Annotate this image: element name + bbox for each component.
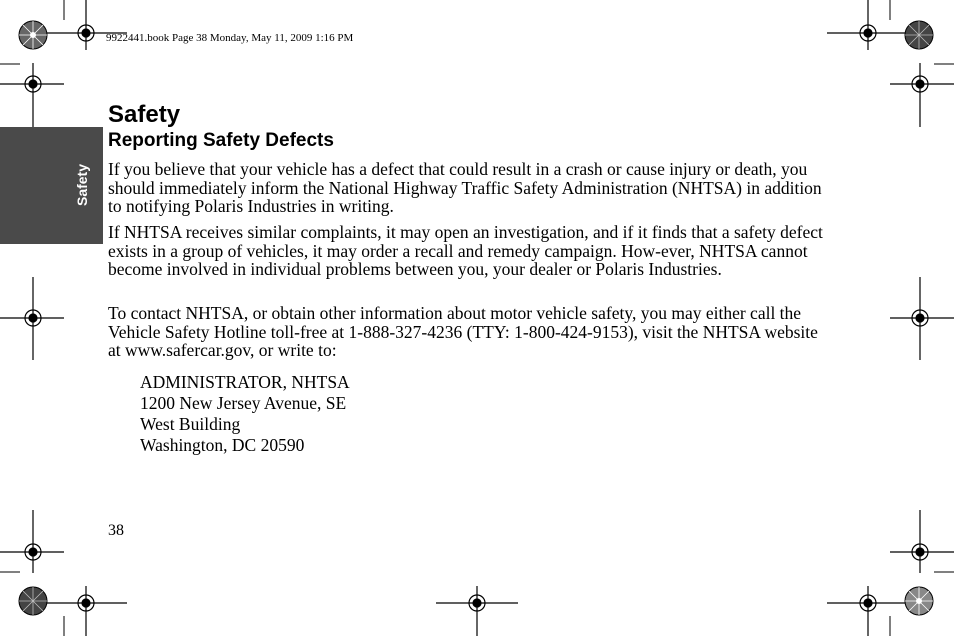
crosshair-left-lower xyxy=(0,510,64,573)
nhtsa-mailing-address xyxy=(140,372,350,456)
paragraph-nhtsa-investigation: If NHTSA receives similar complaints, it may open an investigation, and if it finds that a safety defect exists in a group of vehicles, it may order a recall and remedy campaign. How-ever, NHTSA cannot become involved in individual problems between you, your dealer or Polaris Industries. xyxy=(108,222,823,279)
address-line-3: West Building xyxy=(140,414,241,434)
address-line-1: ADMINISTRATOR, NHTSA xyxy=(140,372,350,392)
crosshair-right-middle xyxy=(890,277,954,360)
section-subtitle: Reporting Safety Defects xyxy=(108,130,334,151)
print-header-info: 9922441.book Page 38 Monday, May 11, 2009 1:16 PM xyxy=(106,32,354,44)
section-side-tab-label: Safety xyxy=(74,163,90,207)
crosshair-right-upper xyxy=(890,63,954,127)
section-title: Safety xyxy=(108,101,181,128)
crosshair-top-right xyxy=(827,0,909,50)
crosshair-left-middle xyxy=(0,277,64,360)
crosshair-bottom-right xyxy=(827,586,909,636)
crosshair-left-upper xyxy=(0,63,64,127)
star-target-top-right xyxy=(905,21,933,49)
paragraph-contact-nhtsa: To contact NHTSA, or obtain other information about motor vehicle safety, you may either call the Vehicle Safety Hotline toll-free at 1-888-327-4236 (TTY: 1-800-424-9153), visit the NHTSA website at www.safercar.gov, or write to: xyxy=(108,303,818,360)
star-target-bottom-left xyxy=(19,587,47,615)
address-line-4: Washington, DC 20590 xyxy=(140,435,305,455)
star-target-bottom-right xyxy=(905,587,933,615)
crosshair-bottom-left xyxy=(45,586,127,636)
crosshair-right-lower xyxy=(890,510,954,573)
crosshair-bottom-center xyxy=(436,586,518,636)
paragraph-defect-notice: If you believe that your vehicle has a defect that could result in a crash or cause injury or death, you should immediately inform the National Highway Traffic Safety Administration (NHTSA) in addition to notifying Polaris Industries in writing. xyxy=(108,159,822,216)
address-line-2: 1200 New Jersey Avenue, SE xyxy=(140,393,347,413)
star-target-top-left xyxy=(19,21,47,49)
page-number: 38 xyxy=(108,522,124,539)
